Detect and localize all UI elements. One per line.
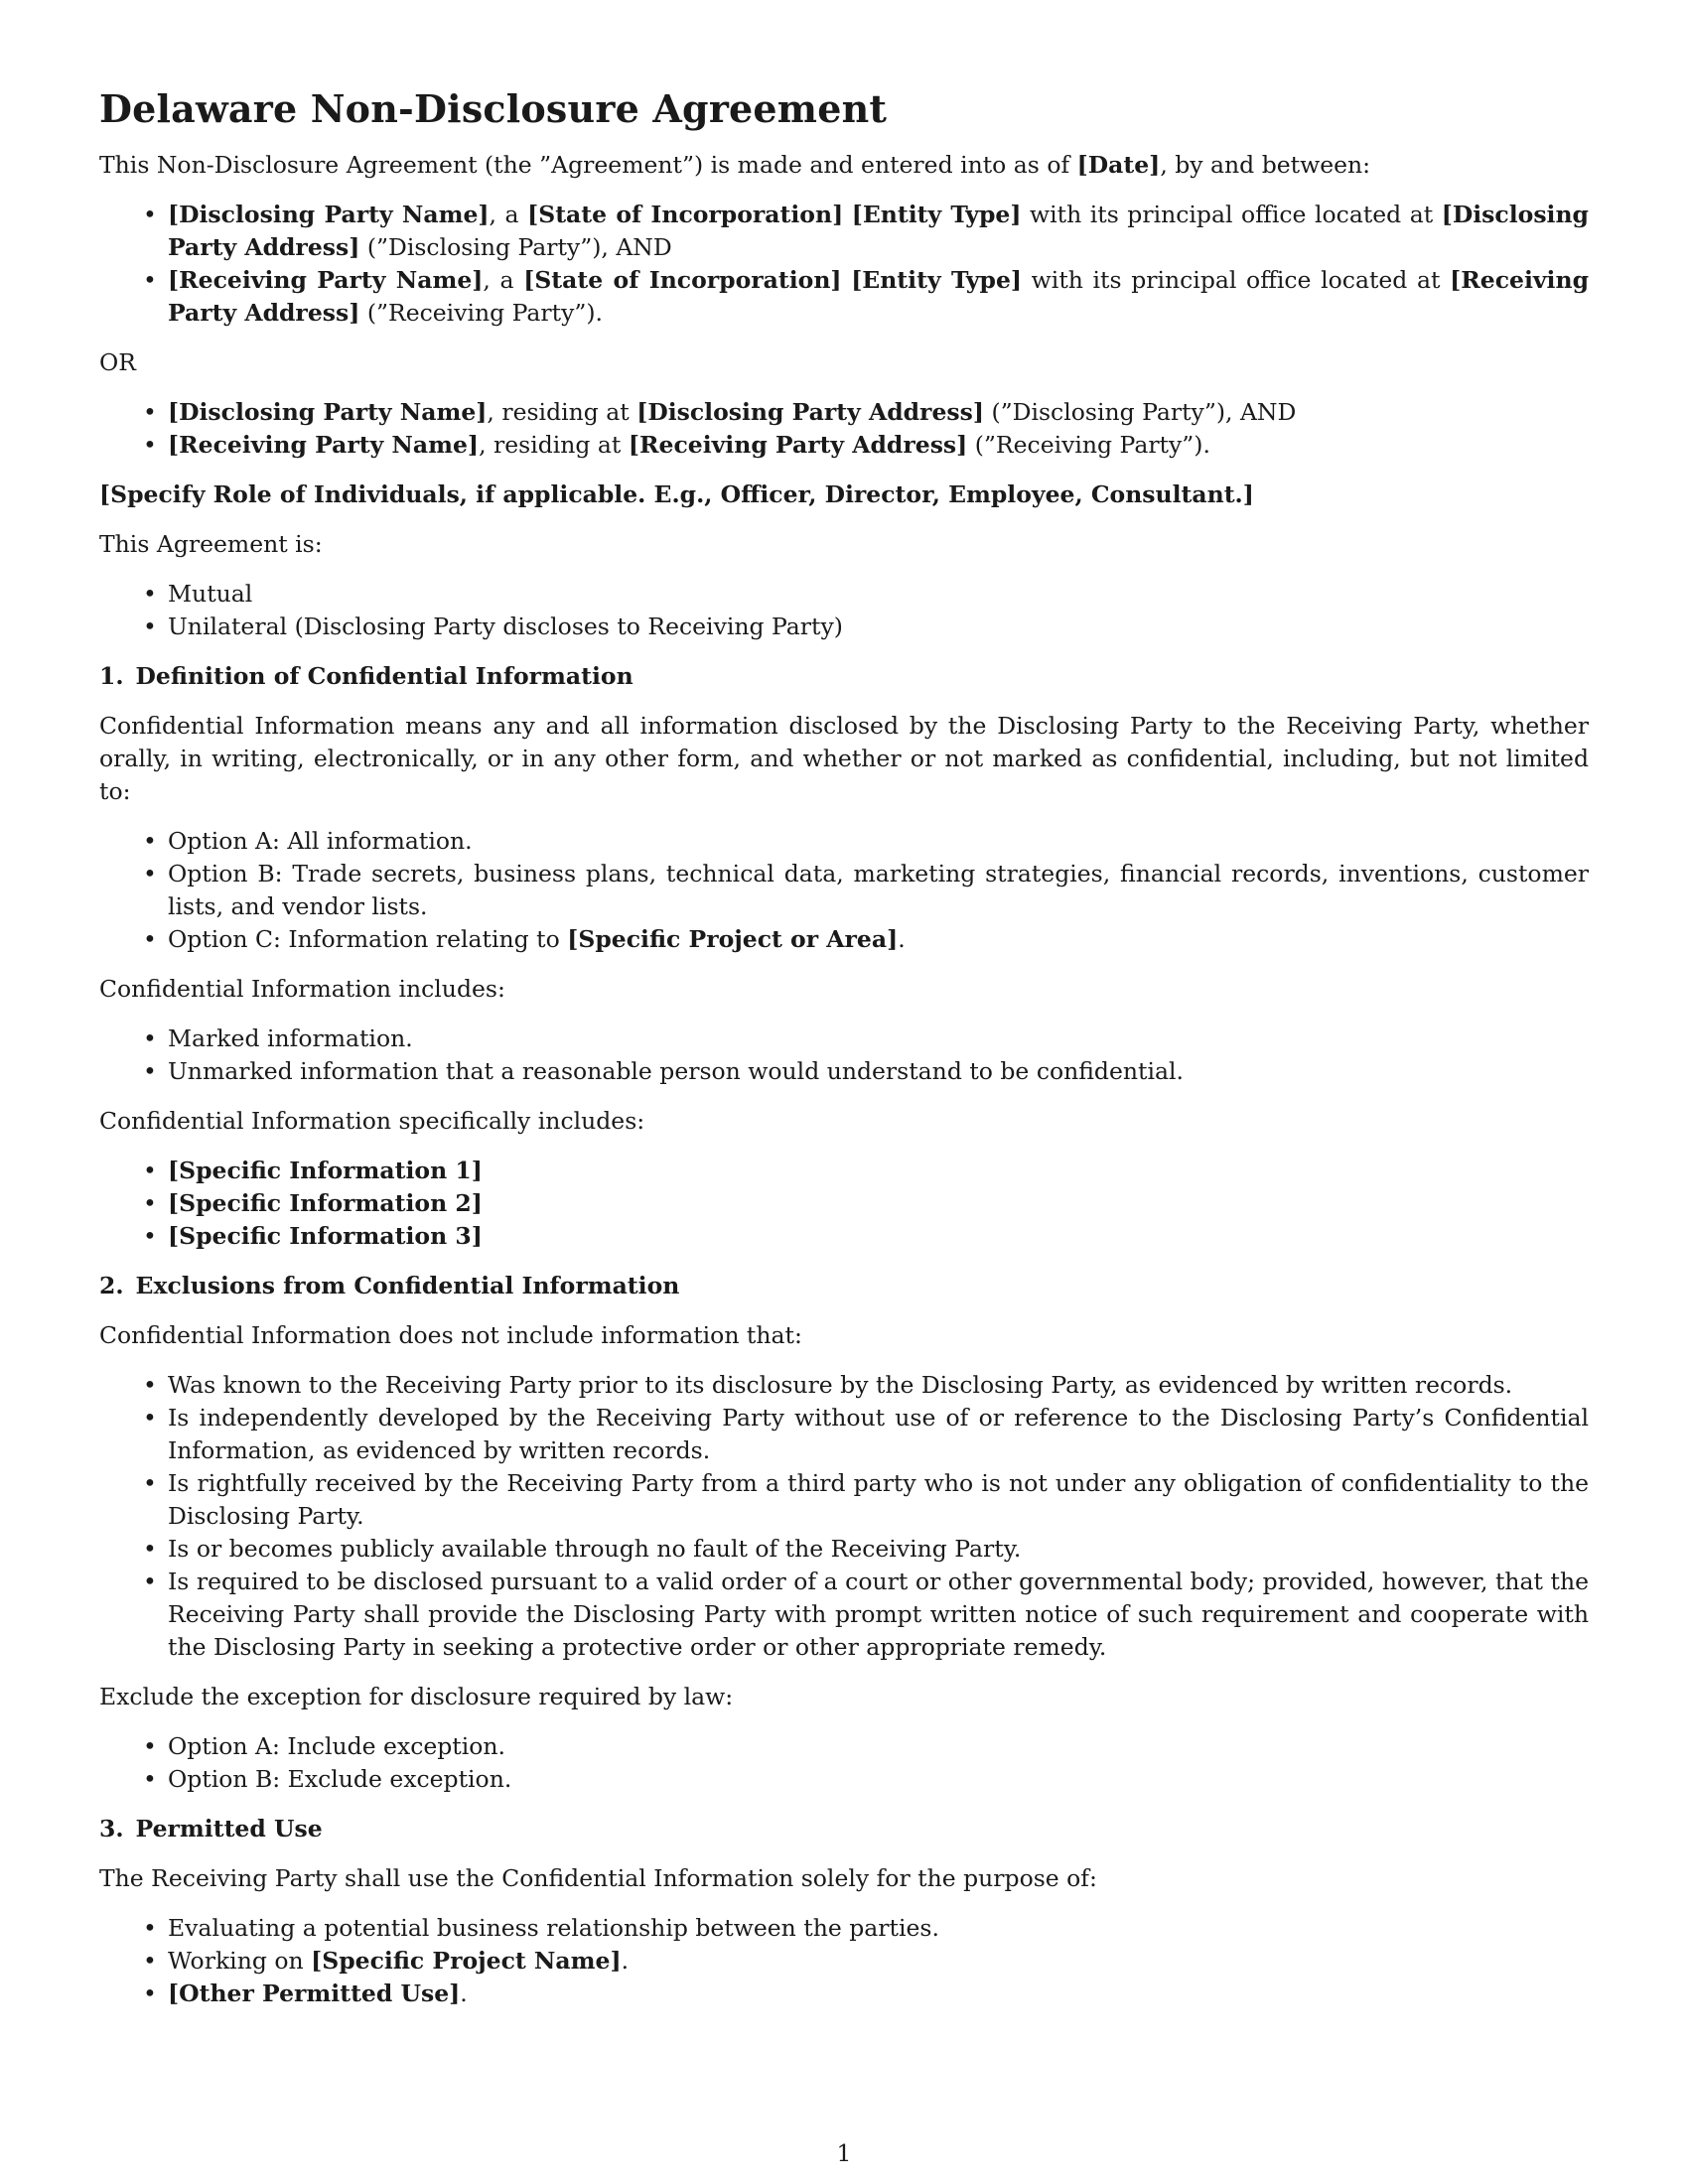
intro-paragraph: This Non-Disclosure Agreement (the ”Agreement”) is made and entered into as of [Date], by and between: [99, 151, 1371, 179]
agreement-type-label: This Agreement is: [99, 530, 323, 558]
list-item: • Unilateral (Disclosing Party discloses to Receiving Party) [168, 611, 1589, 643]
list-item: • Option C: Information relating to [Specific Project or Area]. [168, 923, 1589, 956]
list-item: • Mutual [168, 578, 1589, 611]
list-item: • [Specific Information 2] [168, 1187, 1589, 1220]
section-3-heading: 3. Permitted Use [99, 1815, 323, 1843]
includes-list [99, 1023, 1589, 1088]
specific-label: Confidential Information specifically includes: [99, 1107, 645, 1135]
exclusions-list [99, 1369, 1589, 1664]
section-3-paragraph: The Receiving Party shall use the Confidential Information solely for the purpose of: [99, 1864, 1097, 1892]
section-1-paragraph: Confidential Information means any and all information disclosed by the Disclosing Party to the Receiving Party, whether orally, in writing, electronically, or in any other form, and whether or not marked as confidential, including, but not limited to: [99, 712, 1589, 805]
list-item: • Evaluating a potential business relationship between the parties. [168, 1912, 1589, 1945]
list-item: • Is independently developed by the Receiving Party without use of or reference to the Disclosing Party’s Confidential Information, as evidenced by written records. [168, 1402, 1589, 1467]
list-item: • [Disclosing Party Name], a [State of Incorporation] [Entity Type] with its principal office located at [Disclosing Party Address] (”Disclosing Party”), AND [168, 199, 1589, 264]
list-item: • Option B: Exclude exception. [168, 1763, 1589, 1796]
section-2-heading: 2. Exclusions from Confidential Information [99, 1272, 680, 1299]
exclude-options [99, 1730, 1589, 1796]
document-title: Delaware Non-Disclosure Agreement [99, 86, 888, 131]
list-item: • [Disclosing Party Name], residing at [Disclosing Party Address] (”Disclosing Party”), AND [168, 396, 1589, 429]
exclude-label: Exclude the exception for disclosure required by law: [99, 1683, 734, 1710]
role-note: [Specify Role of Individuals, if applicable. E.g., Officer, Director, Employee, Consultant.] [99, 480, 1254, 508]
list-item: • [Receiving Party Name], a [State of Incorporation] [Entity Type] with its principal office located at [Receiving Party Address] (”Receiving Party”). [168, 264, 1589, 330]
section-1-heading: 1. Definition of Confidential Information [99, 662, 633, 690]
list-item: • Is rightfully received by the Receiving Party from a third party who is not under any obligation of confidentiality to the Disclosing Party. [168, 1467, 1589, 1533]
individual-parties-list [99, 396, 1589, 462]
list-item: • [Specific Information 3] [168, 1220, 1589, 1253]
list-item: • Option A: Include exception. [168, 1730, 1589, 1763]
list-item: • [Other Permitted Use]. [168, 1978, 1589, 2010]
list-item: • [Specific Information 1] [168, 1155, 1589, 1187]
section-2-paragraph: Confidential Information does not include information that: [99, 1321, 802, 1349]
date-placeholder: [Date] [1076, 151, 1161, 179]
includes-label: Confidential Information includes: [99, 975, 505, 1003]
list-item: • Working on [Specific Project Name]. [168, 1945, 1589, 1978]
list-item: • Option A: All information. [168, 825, 1589, 858]
list-item: • Unmarked information that a reasonable person would understand to be confidential. [168, 1055, 1589, 1088]
entity-parties-list [99, 199, 1589, 330]
permitted-use-list [99, 1912, 1589, 2010]
list-item: • Marked information. [168, 1023, 1589, 1055]
list-item: • [Receiving Party Name], residing at [Receiving Party Address] (”Receiving Party”). [168, 429, 1589, 462]
or-separator: OR [99, 348, 136, 376]
page-number: 1 [836, 2139, 852, 2167]
document-page [99, 85, 1589, 2027]
list-item: • Is required to be disclosed pursuant to a valid order of a court or other governmental body; provided, however, that the Receiving Party shall provide the Disclosing Party with prompt written notice of such requirement and cooperate with the Disclosing Party in seeking a protective order or other appropriate remedy. [168, 1566, 1589, 1664]
list-item: • Option B: Trade secrets, business plans, technical data, marketing strategies, financial records, inventions, customer lists, and vendor lists. [168, 858, 1589, 923]
list-item: • Was known to the Receiving Party prior to its disclosure by the Disclosing Party, as evidenced by written records. [168, 1369, 1589, 1402]
section-1-options [99, 825, 1589, 956]
list-item: • Is or becomes publicly available through no fault of the Receiving Party. [168, 1533, 1589, 1566]
specific-list [99, 1155, 1589, 1253]
agreement-type-list [99, 578, 1589, 643]
